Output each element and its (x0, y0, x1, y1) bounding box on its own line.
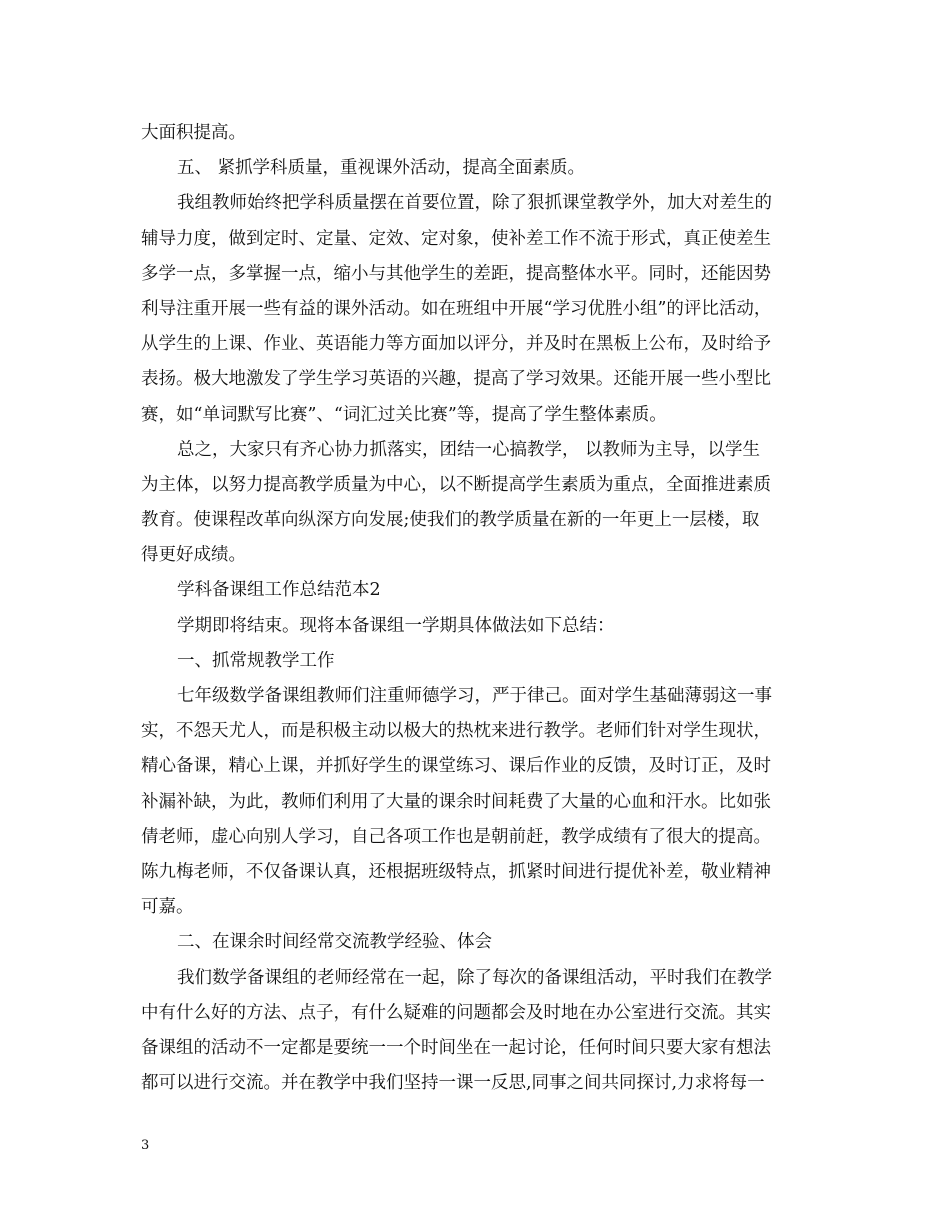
text-line-17: 七年级数学备课组教师们注重师德学习，严于律己。面对学生基础薄弱这一事 (177, 686, 772, 706)
section-heading-2: 二、在课余时间经常交流教学经验、体会 (177, 932, 492, 953)
text-line-27: 备课组的活动不一定都是要统一一个时间坐在一起讨论，任何时间只要大家有想法 (141, 1037, 771, 1058)
section-heading-1: 一、抓常规教学工作 (177, 650, 335, 671)
text-line-6: 利导注重开展一些有益的课外活动。如在班组中开展“学习优胜小组”的评比活动， (141, 298, 772, 319)
text-line-28: 都可以进行交流。并在教学中我们坚持一课一反思,同事之间共同探讨,力求将每一 (141, 1073, 765, 1094)
text-line-2: 五、 紧抓学科质量，重视课外活动，提高全面素质。 (177, 158, 586, 179)
body-text (141, 116, 821, 1101)
text-line-20: 补漏补缺，为此，教师们利用了大量的课余时间耗费了大量的心血和汗水。比如张 (141, 791, 771, 812)
text-line-21: 倩老师，虚心向别人学习，自己各项工作也是朝前赶，教学成绩有了很大的提高。 (141, 826, 771, 847)
text-line-22: 陈九梅老师，不仅备课认真，还根据班级特点，抓紧时间进行提优补差，敬业精神 (141, 861, 771, 882)
text-line-12: 教育。使课程改革向纵深方向发展;使我们的教学质量在新的一年更上一层楼，取 (141, 510, 760, 531)
text-line-18: 实，不怨天尤人，而是积极主动以极大的热枕来进行教学。老师们针对学生现状， (141, 721, 771, 742)
page-number: 3 (141, 1138, 150, 1153)
text-line-3: 我组教师始终把学科质量摆在首要位置，除了狠抓课堂教学外，加大对差生的 (177, 193, 772, 214)
text-line-7: 从学生的上课、作业、英语能力等方面加以评分，并及时在黑板上公布，及时给予 (141, 334, 771, 355)
section-heading-sample-2: 学科备课组工作总结范本2 (177, 580, 381, 601)
text-line-10: 总之，大家只有齐心协力抓落实，团结一心搞教学， 以教师为主导，以学生 (177, 439, 761, 460)
text-line-13: 得更好成绩。 (141, 545, 246, 566)
text-line-23: 可嘉。 (141, 897, 194, 918)
text-line-11: 为主体，以努力提高教学质量为中心，以不断提高学生素质为重点，全面推进素质 (141, 474, 771, 495)
text-line-8: 表扬。极大地激发了学生学习英语的兴趣，提高了学习效果。还能开展一些小型比 (141, 369, 771, 390)
text-line-1: 大面积提高。 (141, 123, 246, 143)
text-line-4: 辅导力度，做到定时、定量、定效、定对象，使补差工作不流于形式，真正使差生 (141, 228, 771, 249)
text-line-25: 我们数学备课组的老师经常在一起，除了每次的备课组活动，平时我们在教学 (177, 967, 772, 988)
text-line-19: 精心备课，精心上课，并抓好学生的课堂练习、课后作业的反馈，及时订正，及时 (141, 756, 771, 777)
text-line-5: 多学一点，多掌握一点，缩小与其他学生的差距，提高整体水平。同时，还能因势 (141, 263, 771, 284)
text-line-15: 学期即将结束。现将本备课组一学期具体做法如下总结： (177, 615, 615, 636)
text-line-26: 中有什么好的方法、点子，有什么疑难的问题都会及时地在办公室进行交流。其实 (141, 1002, 771, 1023)
text-line-9: 赛，如“单词默写比赛”、“词汇过关比赛”等，提高了学生整体素质。 (141, 404, 667, 425)
